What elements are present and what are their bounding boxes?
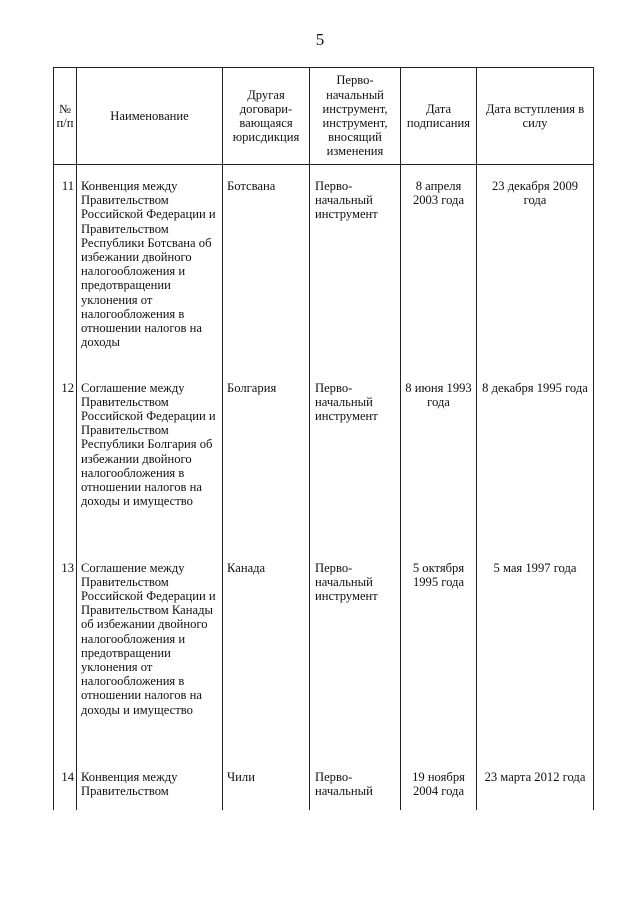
instrument: Перво-начальный инструмент — [310, 165, 401, 381]
row-num: 12 — [54, 381, 77, 561]
effective-date: 23 декабря 2009 года — [477, 165, 594, 381]
row-num: 13 — [54, 561, 77, 770]
treaty-name: Соглашение между Правительством Российской Федерации и Правительством Республики Болгария об избежании двойного налогообложения в отношении налогов на доходы и имущество — [77, 381, 223, 561]
treaties-table — [53, 67, 594, 810]
effective-date: 5 мая 1997 года — [477, 561, 594, 770]
jurisdiction: Ботсвана — [223, 165, 310, 381]
jurisdiction: Болгария — [223, 381, 310, 561]
table-row — [54, 165, 594, 381]
table-row — [54, 561, 594, 770]
signed-date: 5 октября 1995 года — [401, 561, 477, 770]
treaty-name: Конвенция между Правительством Российской Федерации и Правительством Республики Ботсвана об избежании двойного налогообложения и предотвращении уклонения от налогообложения в отношении налогов на доходы — [77, 165, 223, 381]
treaty-name: Соглашение между Правительством Российской Федерации и Правительством Канады об избежании двойного налогообложения и предотвращении уклонения от налогообложения в отношении налогов на доходы и имущество — [77, 561, 223, 770]
row-num: 14 — [54, 770, 77, 810]
effective-date: 23 марта 2012 года — [477, 770, 594, 810]
instrument: Перво-начальный инструмент — [310, 561, 401, 770]
header-name: Наименование — [77, 68, 223, 165]
signed-date: 8 апреля 2003 года — [401, 165, 477, 381]
instrument: Перво-начальный инструмент — [310, 381, 401, 561]
table-row — [54, 381, 594, 561]
effective-date: 8 декабря 1995 года — [477, 381, 594, 561]
jurisdiction: Канада — [223, 561, 310, 770]
signed-date: 8 июня 1993 года — [401, 381, 477, 561]
treaty-name: Конвенция между Правительством — [77, 770, 223, 810]
header-signed-date: Дата подписания — [401, 68, 477, 165]
page-number: 5 — [315, 30, 325, 49]
header-instrument: Перво-начальный инструмент, инструмент, вносящий изменения — [310, 68, 401, 165]
table-row — [54, 770, 594, 810]
header-effective-date: Дата вступления в силу — [477, 68, 594, 165]
jurisdiction: Чили — [223, 770, 310, 810]
header-num: № п/п — [54, 68, 77, 165]
header-jurisdiction: Другая договари-вающаяся юрисдикция — [223, 68, 310, 165]
signed-date: 19 ноября 2004 года — [401, 770, 477, 810]
instrument: Перво-начальный — [310, 770, 401, 810]
table-header-row — [54, 68, 594, 165]
row-num: 11 — [54, 165, 77, 381]
